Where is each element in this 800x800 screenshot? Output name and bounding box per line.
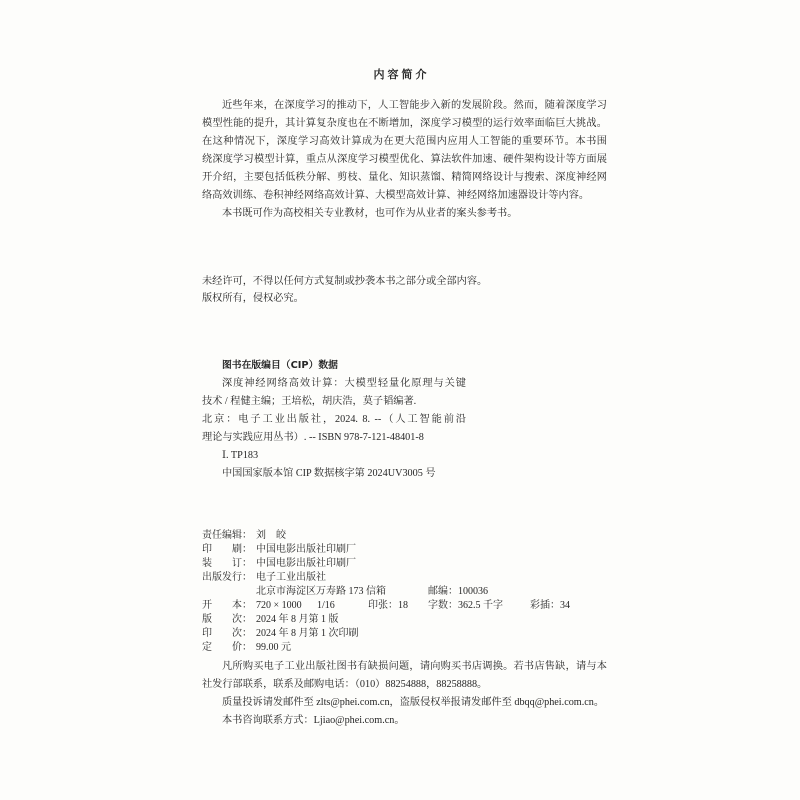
imprint-printing (202, 543, 622, 557)
summary-line: 在这种情况下，深度学习高效计算成为在更大范围内应用人工智能的重要环节。本书围 (202, 136, 607, 147)
copyright-line: 版权所有，侵权必究。 (202, 293, 304, 304)
imprint-impression (202, 627, 622, 641)
imprint-edition (202, 613, 622, 627)
summary-line: 络高效训练、卷积神经网络高效计算、大模型高效计算、神经网络加速器设计等内容。 (202, 190, 590, 201)
imprint-label: 印 刷： (202, 544, 252, 555)
imprint-publisher (202, 571, 622, 585)
imprint-price (202, 641, 622, 655)
copyright-notice (202, 273, 607, 307)
format-words: 字数：362.5 千字 (428, 600, 503, 611)
notice-line: 质量投诉请发邮件至 zlts@phei.com.cn，盗版侵权举报请发邮件至 dbqq@phei.com.cn。 (222, 697, 605, 708)
imprint-label: 开 本： (202, 600, 252, 611)
cip-record-line: 技术 / 程健主编；王培松，胡庆浩，莫子韬编著. (202, 396, 417, 407)
format-size: 720 × 1000 (256, 600, 302, 611)
publisher-postcode: 邮编：100036 (428, 586, 488, 597)
imprint-value: 2024 年 8 月第 1 版 (256, 614, 339, 625)
summary-line: 模型性能的提升，其计算复杂度也在不断增加，深度学习模型的运行效率面临巨大挑战。 (202, 118, 607, 129)
summary-text (202, 97, 607, 223)
cip-heading: 图书在版编目（CIP）数据 (222, 360, 338, 371)
imprint-value: 2024 年 8 月第 1 次印刷 (256, 628, 359, 639)
imprint-label: 责任编辑： (202, 530, 252, 541)
cip-classification: Ⅰ. TP183 (222, 450, 259, 461)
imprint-label: 印 次： (202, 628, 252, 639)
imprint-binding (202, 557, 622, 571)
format-fraction: 1/16 (317, 600, 335, 611)
notice-line: 社发行部联系，联系及邮购电话：（010）88254888，88258888。 (202, 679, 488, 690)
summary-line: 绕深度学习模型计算，重点从深度学习模型优化、算法软件加速、硬件架构设计等方面展 (202, 154, 607, 165)
summary-title: 内容简介 (373, 68, 430, 81)
notice-line: 本书咨询联系方式：Ljiao@phei.com.cn。 (222, 715, 405, 726)
imprint-address-row (202, 585, 622, 599)
summary-line: 近些年来，在深度学习的推动下，人工智能步入新的发展阶段。然而，随着深度学习 (222, 100, 607, 111)
cip-record-line: 深度神经网络高效计算：大模型轻量化原理与关键 (222, 378, 466, 389)
cip-record-line: 理论与实践应用丛书）. -- ISBN 978-7-121-48401-8 (202, 432, 424, 443)
imprint-label: 定 价： (202, 642, 252, 653)
publisher-address: 北京市海淀区万寿路 173 信箱 (256, 586, 386, 597)
cip-approval-number: 中国国家版本馆 CIP 数据核字第 2024UV3005 号 (222, 468, 436, 479)
summary-line: 开介绍，主要包括低秩分解、剪枝、量化、知识蒸馏、精简网络设计与搜索、深度神经网 (202, 172, 607, 183)
imprint-format (202, 599, 622, 613)
contact-notice (202, 658, 607, 730)
imprint-label: 装 订： (202, 558, 252, 569)
copyright-line: 未经许可，不得以任何方式复制或抄袭本书之部分或全部内容。 (202, 276, 488, 287)
imprint-label: 版 次： (202, 614, 252, 625)
imprint-value: 电子工业出版社 (256, 572, 326, 583)
imprint-label: 出版发行： (202, 572, 252, 583)
format-sheets: 印张：18 (368, 600, 408, 611)
imprint-value: 99.00 元 (256, 642, 291, 653)
cip-data (202, 357, 466, 483)
imprint-info (202, 529, 622, 655)
summary-line: 本书既可作为高校相关专业教材，也可作为从业者的案头参考书。 (222, 208, 518, 219)
imprint-value: 中国电影出版社印刷厂 (256, 544, 356, 555)
imprint-value: 中国电影出版社印刷厂 (256, 558, 356, 569)
imprint-editor (202, 529, 622, 543)
imprint-value: 刘 皎 (256, 530, 286, 541)
cip-record-line: 北京：电子工业出版社，2024. 8. --（人工智能前沿 (202, 414, 466, 425)
notice-line: 凡所购买电子工业出版社图书有缺损问题，请向购买书店调换。若书店售缺，请与本 (222, 661, 607, 672)
format-color-plates: 彩插：34 (530, 600, 570, 611)
